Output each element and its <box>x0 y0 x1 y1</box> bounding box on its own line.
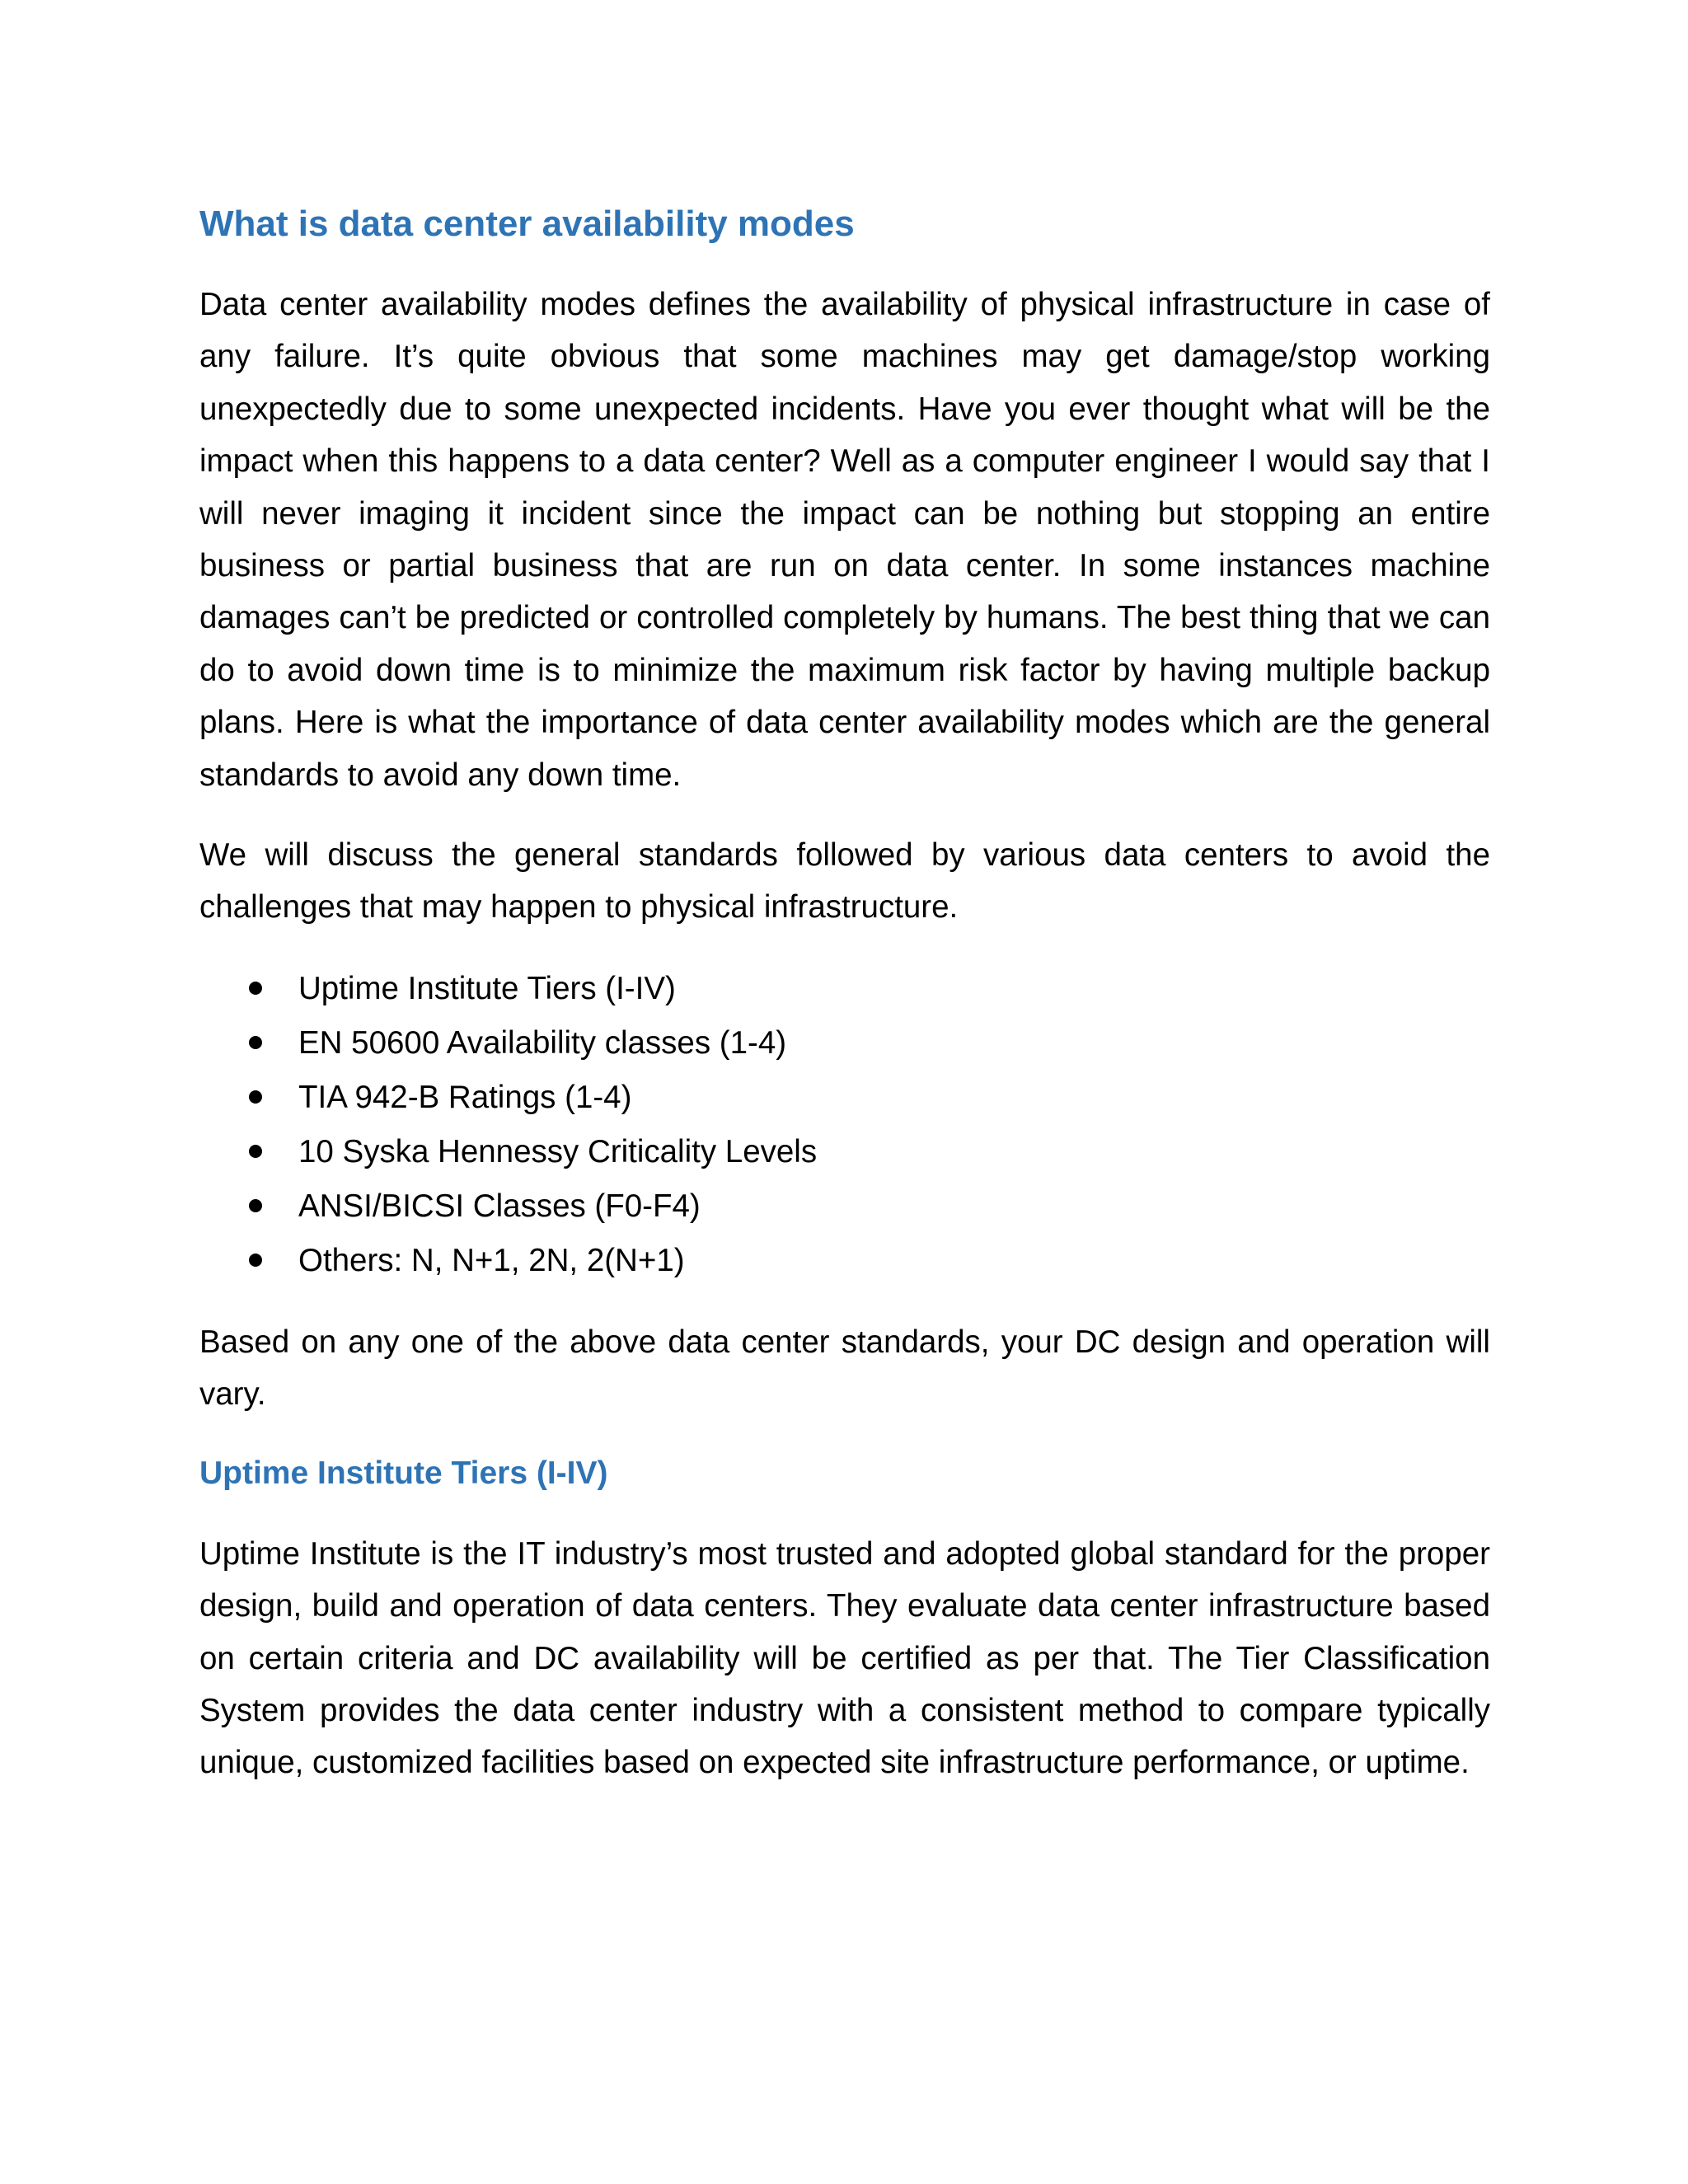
list-item <box>199 1234 1490 1288</box>
after-list-paragraph: Based on any one of the above data center standards, your DC design and operation will vary. <box>199 1324 1490 1413</box>
standards-list <box>199 962 1490 1288</box>
list-item-text: Others: N, N+1, 2N, 2(N+1) <box>298 1242 685 1278</box>
list-item <box>199 1179 1490 1234</box>
list-item-text: Uptime Institute Tiers (I-IV) <box>298 970 676 1006</box>
list-item <box>199 1016 1490 1071</box>
list-item <box>199 962 1490 1016</box>
list-item-text: EN 50600 Availability classes (1-4) <box>298 1024 787 1061</box>
list-item-text: ANSI/BICSI Classes (F0-F4) <box>298 1188 701 1224</box>
section-heading: Uptime Institute Tiers (I-IV) <box>199 1455 608 1491</box>
list-item-text: TIA 942-B Ratings (1-4) <box>298 1079 632 1115</box>
list-item <box>199 1125 1490 1179</box>
bullet-icon <box>249 1199 262 1212</box>
bullet-icon <box>249 1036 262 1049</box>
list-item <box>199 1071 1490 1125</box>
list-item-text: 10 Syska Hennessy Criticality Levels <box>298 1133 818 1169</box>
bullet-icon <box>249 1090 262 1104</box>
standards-intro-paragraph: We will discuss the general standards followed by various data centers to avoid the challenges that may happen to physical infrastructure. <box>199 837 1490 926</box>
section-body-paragraph: Uptime Institute is the IT industry’s most trusted and adopted global standard for the proper design, build and operation of data centers. They evaluate data center infrastructure based on certain criteria and DC availability will be certified as per that. The Tier Classification System provides the data center industry with a consistent method to compare typically unique, customized facilities based on expected site infrastructure performance, or uptime. <box>199 1535 1490 1781</box>
intro-paragraph: Data center availability modes defines the availability of physical infrastructure in case of any failure. It’s quite obvious that some machines may get damage/stop working unexpectedly due to some unexpected incidents. Have you ever thought what will be the impact when this happens to a data center? Well as a computer engineer I would say that I will never imaging it incident since the impact can be nothing but stopping an entire business or partial business that are run on data center. In some instances machine damages can’t be predicted or controlled completely by humans. The best thing that we can do to avoid down time is to minimize the maximum risk factor by having multiple backup plans. Here is what the importance of data center availability modes which are the general standards to avoid any down time. <box>199 287 1490 793</box>
bullet-icon <box>249 1145 262 1158</box>
page-title: What is data center availability modes <box>199 204 855 244</box>
bullet-icon <box>249 982 262 995</box>
document-page <box>199 198 1490 1789</box>
bullet-icon <box>249 1254 262 1267</box>
